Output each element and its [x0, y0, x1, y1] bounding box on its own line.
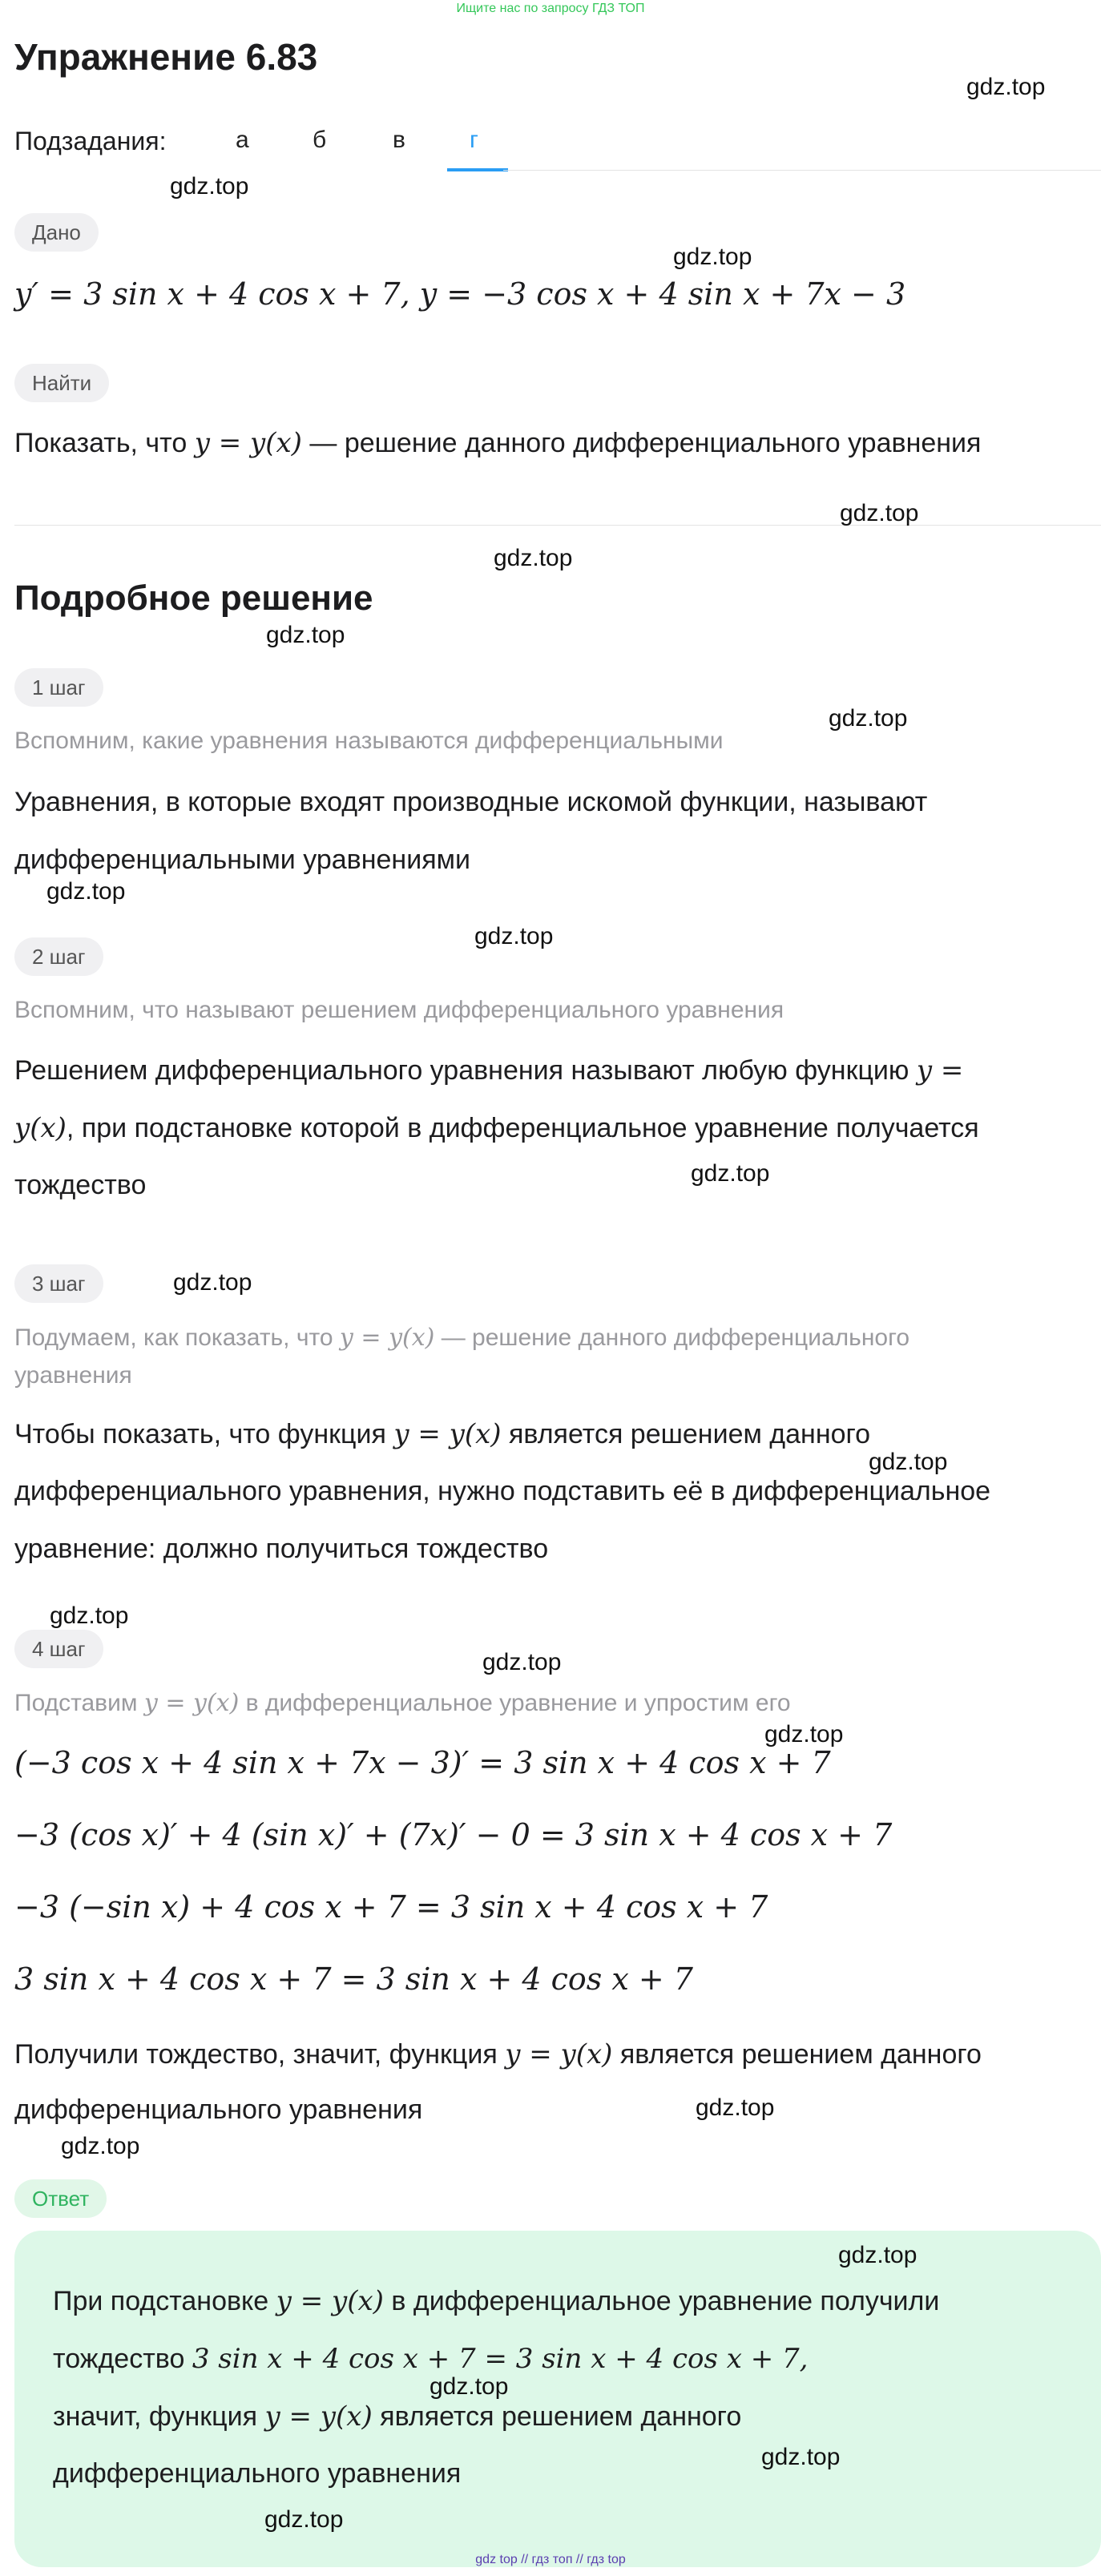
watermark: gdz.top	[494, 545, 573, 571]
active-tab-underline	[447, 168, 508, 171]
step-1-line-2: дифференциальными уравнениями	[14, 845, 470, 875]
equation-4: 3 sin x + 4 cos x + 7 = 3 sin x + 4 cos x + 7	[14, 1961, 693, 1997]
subtasks-divider	[503, 170, 1101, 171]
watermark: gdz.top	[266, 622, 345, 648]
watermark: gdz.top	[50, 1602, 129, 1629]
equation-3: −3 (−sin x) + 4 cos x + 7 = 3 sin x + 4 cos x + 7	[14, 1889, 768, 1925]
watermark: gdz.top	[264, 2506, 344, 2533]
tab-a[interactable]: а	[236, 127, 249, 153]
tab-v[interactable]: в	[393, 127, 405, 153]
watermark: gdz.top	[673, 244, 752, 270]
subtasks-bar	[14, 112, 1101, 171]
answer-line-2: тождество 3 sin x + 4 cos x + 7 = 3 sin x + 4 cos x + 7,	[53, 2343, 809, 2375]
step-2-hint: Вспомним, что называют решением дифференциального уравнения	[14, 997, 784, 1023]
page-title: Упражнение 6.83	[14, 36, 318, 78]
watermark: gdz.top	[170, 173, 249, 200]
step-1-hint: Вспомним, какие уравнения называются дифференциальными	[14, 728, 724, 754]
watermark: gdz.top	[966, 74, 1046, 100]
watermark: gdz.top	[474, 923, 554, 949]
watermark: gdz.top	[761, 2444, 841, 2470]
watermark: gdz.top	[61, 2133, 140, 2159]
step-3-hint-1: Подумаем, как показать, что y = y(x) — решение данного дифференциального	[14, 1324, 910, 1352]
solution-title: Подробное решение	[14, 578, 373, 618]
step-2-line-1: Решением дифференциального уравнения называют любую функцию y =	[14, 1054, 964, 1086]
step-4-conclusion-2: дифференциального уравнения	[14, 2094, 423, 2125]
answer-line-1: При подстановке y = y(x) в дифференциальное уравнение получили	[53, 2285, 940, 2317]
watermark: gdz.top	[696, 2094, 775, 2121]
given-badge: Дано	[14, 213, 99, 252]
watermark: gdz.top	[829, 705, 908, 732]
top-search-note[interactable]: Ищите нас по запросу ГДЗ ТОП	[456, 2, 645, 15]
watermark: gdz.top	[430, 2373, 509, 2400]
answer-line-4: дифференциального уравнения	[53, 2458, 462, 2489]
watermark: gdz.top	[173, 1269, 252, 1296]
watermark: gdz.top	[46, 878, 126, 905]
step-3-line-1: Чтобы показать, что функция y = y(x) является решением данного	[14, 1418, 871, 1450]
tab-g[interactable]: г	[470, 127, 478, 153]
answer-line-3: значит, функция y = y(x) является решением данного	[53, 2401, 742, 2433]
step-3-line-3: уравнение: должно получиться тождество	[14, 1534, 549, 1564]
watermark: gdz.top	[869, 1449, 948, 1475]
step-1-badge: 1 шаг	[14, 668, 103, 707]
step-4-badge: 4 шаг	[14, 1630, 103, 1668]
step-3-line-2: дифференциального уравнения, нужно подставить её в дифференциальное	[14, 1476, 991, 1506]
watermark: gdz.top	[764, 1721, 844, 1748]
watermark: gdz.top	[691, 1160, 770, 1187]
watermark: gdz.top	[838, 2242, 918, 2268]
section-divider	[14, 525, 1101, 526]
watermark: gdz.top	[840, 500, 919, 526]
answer-badge: Ответ	[14, 2179, 107, 2218]
step-2-badge: 2 шаг	[14, 937, 103, 976]
find-badge: Найти	[14, 364, 109, 402]
step-2-line-2: y(x), при подстановке которой в дифференциальное уравнение получается	[14, 1112, 979, 1144]
equation-2: −3 (cos x)′ + 4 (sin x)′ + (7x)′ − 0 = 3 sin x + 4 cos x + 7	[14, 1817, 893, 1852]
equation-1: (−3 cos x + 4 sin x + 7x − 3)′ = 3 sin x + 4 cos x + 7	[14, 1745, 831, 1780]
given-equation: y′ = 3 sin x + 4 cos x + 7, y = −3 cos x + 4 sin x + 7x − 3	[14, 276, 906, 312]
step-4-conclusion-1: Получили тождество, значит, функция y = y(x) является решением данного	[14, 2038, 982, 2070]
watermark: gdz.top	[482, 1649, 562, 1675]
subtasks-label: Подзадания:	[14, 127, 167, 155]
tab-b[interactable]: б	[313, 127, 327, 153]
step-2-line-3: тождество	[14, 1170, 147, 1200]
step-3-badge: 3 шаг	[14, 1264, 103, 1303]
answer-box	[14, 2231, 1101, 2567]
find-statement: Показать, что y = y(x) — решение данного дифференциального уравнения	[14, 427, 982, 459]
step-4-hint: Подставим y = y(x) в дифференциальное уравнение и упростим его	[14, 1689, 791, 1717]
footer-note: gdz top // гдз топ // гдз top	[475, 2553, 626, 2566]
step-3-hint-2: уравнения	[14, 1362, 132, 1389]
step-1-line-1: Уравнения, в которые входят производные искомой функции, называют	[14, 787, 928, 817]
